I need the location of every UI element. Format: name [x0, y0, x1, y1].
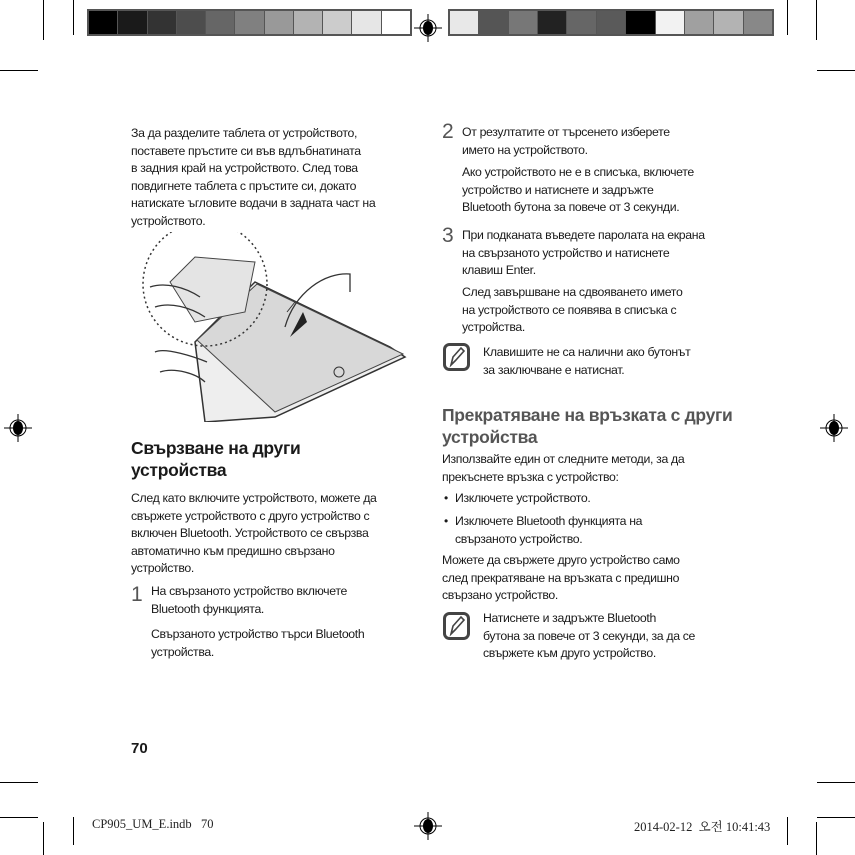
- color-bar-right: [448, 9, 774, 36]
- color-swatch: [479, 11, 507, 34]
- color-swatch: [626, 11, 654, 34]
- color-swatch: [382, 11, 410, 34]
- color-swatch: [235, 11, 263, 34]
- step-number: 2: [442, 120, 454, 143]
- color-swatch: [177, 11, 205, 34]
- intro-paragraph: За да разделите таблета от устройството, поставете пръстите си във вдлъбнатината в задния край на устройството. След това повдигнете таблета с пръстите си, докато натискате ъгловите водачи в задната част на устройството.: [131, 126, 376, 228]
- crop-mark: [0, 70, 38, 71]
- registration-mark-icon: [414, 812, 442, 840]
- slug-datetime: 2014-02-12 오전 10:41:43: [634, 820, 771, 834]
- page-number: 70: [131, 740, 148, 757]
- color-swatch: [685, 11, 713, 34]
- crop-mark: [817, 817, 855, 818]
- color-swatch: [538, 11, 566, 34]
- connect-paragraph: След като включите устройството, можете да свържете устройството с друго устройство с включен Bluetooth. Устройството се свързва автоматично към предишно свързано устройство.: [131, 491, 377, 576]
- bullet-item: Изключете устройството.: [455, 491, 591, 505]
- section-heading-connect: Свързване на други устройства: [131, 438, 301, 480]
- color-bar-left: [87, 9, 412, 36]
- crop-mark: [43, 0, 44, 40]
- step-1-subtext: Свързаното устройство търси Bluetooth устройства.: [151, 627, 365, 659]
- color-swatch: [450, 11, 478, 34]
- step-number: 3: [442, 224, 454, 247]
- bullet-item: Изключете Bluetooth функцията на свързаното устройство.: [455, 514, 643, 546]
- step-2-subtext: Ако устройството не е в списъка, включете устройство и натиснете и задръжте Bluetooth бутона за повече от 3 секунди.: [462, 165, 694, 215]
- crop-mark: [0, 817, 38, 818]
- crop-mark: [43, 822, 44, 855]
- registration-mark-icon: [414, 14, 442, 42]
- crop-mark: [817, 782, 855, 783]
- note-icon: [443, 343, 470, 371]
- color-swatch: [597, 11, 625, 34]
- crop-mark: [787, 0, 788, 35]
- step-3-subtext: След завършване на сдвояването името на устройството се появява в списъка с устройства.: [462, 285, 683, 335]
- color-swatch: [89, 11, 117, 34]
- crop-mark: [816, 822, 817, 855]
- color-swatch: [323, 11, 351, 34]
- color-swatch: [744, 11, 772, 34]
- registration-mark-icon: [820, 414, 848, 442]
- color-swatch: [148, 11, 176, 34]
- disconnect-paragraph: Използвайте един от следните методи, за да прекъснете връзка с устройство:: [442, 452, 685, 484]
- step-3-text: При подканата въведете паролата на екрана на свързаното устройство и натиснете клавиш Enter.: [462, 228, 705, 278]
- registration-mark-icon: [4, 414, 32, 442]
- step-1-text: На свързаното устройство включете Bluetooth функцията.: [151, 584, 347, 616]
- crop-mark: [817, 70, 855, 71]
- section-heading-disconnect: Прекратяване на връзката с други устройства: [442, 405, 733, 447]
- color-swatch: [118, 11, 146, 34]
- crop-mark: [73, 0, 74, 35]
- step-2-text: От резултатите от търсенето изберете името на устройството.: [462, 125, 670, 157]
- crop-mark: [73, 817, 74, 845]
- disconnect-paragraph-2: Можете да свържете друго устройство само след прекратяване на връзката с предишно свързано устройство.: [442, 553, 680, 603]
- color-swatch: [206, 11, 234, 34]
- tablet-detach-illustration: [135, 232, 410, 422]
- color-swatch: [265, 11, 293, 34]
- crop-mark: [816, 0, 817, 40]
- step-number: 1: [131, 583, 143, 606]
- note-icon: [443, 612, 470, 640]
- bullet-icon: •: [444, 514, 449, 528]
- color-swatch: [714, 11, 742, 34]
- crop-mark: [787, 817, 788, 845]
- note-text: Клавишите не са налични ако бутонът за заключване е натиснат.: [483, 345, 691, 377]
- slug-filename: CP905_UM_E.indb 70: [92, 817, 214, 831]
- color-swatch: [509, 11, 537, 34]
- bullet-icon: •: [444, 491, 449, 505]
- crop-mark: [0, 782, 38, 783]
- color-swatch: [567, 11, 595, 34]
- color-swatch: [352, 11, 380, 34]
- color-swatch: [294, 11, 322, 34]
- color-swatch: [656, 11, 684, 34]
- note-text: Натиснете и задръжте Bluetooth бутона за повече от 3 секунди, за да се свържете към друго устройство.: [483, 611, 696, 661]
